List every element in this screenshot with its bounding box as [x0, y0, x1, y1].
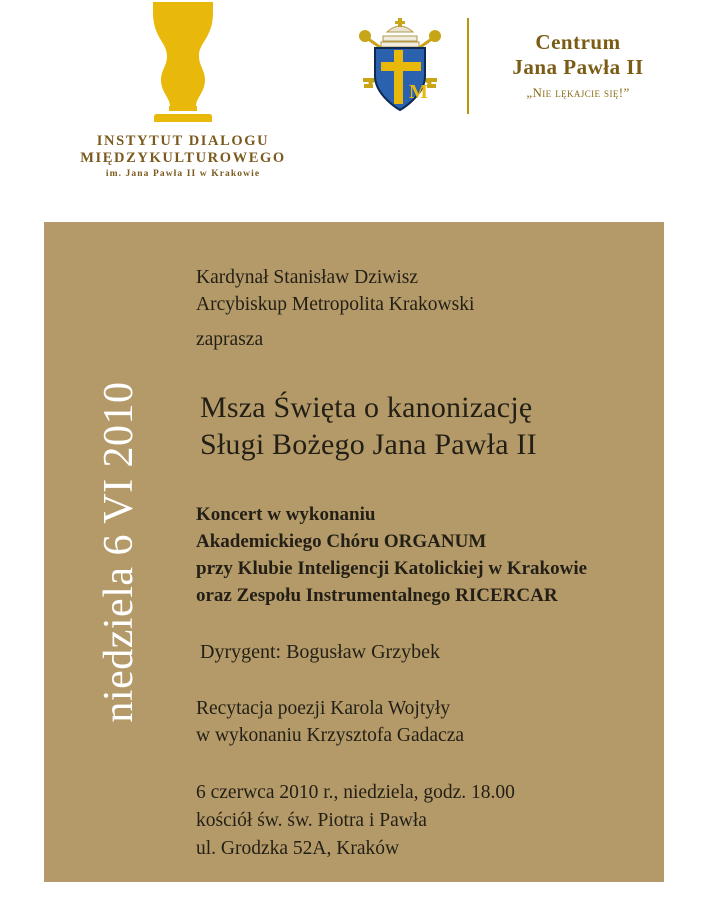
recital-block [196, 695, 646, 749]
event-title [196, 389, 646, 463]
event-title-line-1: Msza Święta o kanonizację [200, 391, 533, 424]
details-line-3: ul. Grodzka 52A, Kraków [196, 838, 400, 859]
invitation-line-2: Arcybiskup Metropolita Krakowski [196, 294, 475, 315]
recital-line-1: Recytacja poezji Karola Wojtyły [196, 698, 451, 719]
idm-logo [78, 0, 288, 181]
concert-line-4: oraz Zespołu Instrumentalnego RICERCAR [196, 585, 558, 606]
svg-text:M: M [409, 81, 428, 103]
concert-line-2: Akademickiego Chóru ORGANUM [196, 531, 487, 552]
event-details [196, 779, 646, 863]
event-title-line-2: Sługi Bożego Jana Pawła II [200, 428, 537, 461]
vertical-date [44, 222, 194, 882]
details-line-1: 6 czerwca 2010 r., niedziela, godz. 18.00 [196, 782, 515, 803]
cjp-line-1: Centrum [535, 30, 621, 54]
poster-content [196, 264, 646, 863]
centrum-jana-pawla-logo [345, 10, 675, 125]
idm-line-3: im. Jana Pawła II w Krakowie [105, 169, 261, 179]
logo-divider [467, 18, 469, 114]
poster-header [0, 0, 710, 200]
cjp-line-2: Jana Pawła II [512, 55, 644, 79]
cjp-motto: „Nie lękajcie się!” [526, 85, 630, 100]
recital-line-2: w wykonaniu Krzysztofa Gadacza [196, 725, 465, 746]
chalice-icon [123, 0, 243, 125]
idm-line-2: MIĘDZYKULTUROWEGO [80, 150, 286, 166]
concert-line-3: przy Klubie Inteligencji Katolickiej w Krakowie [196, 558, 588, 579]
conductor-line: Dyrygent: Bogusław Grzybek [200, 641, 440, 663]
invitation-line-1: Kardynał Stanisław Dziwisz [196, 267, 419, 288]
invitation-block [196, 264, 646, 353]
poster-panel [44, 222, 664, 882]
papal-coat-of-arms-icon [345, 10, 455, 120]
invitation-line-3: zaprasza [196, 329, 264, 350]
idm-line-1: INSTYTUT DIALOGU [96, 133, 270, 149]
concert-line-1: Koncert w wykonaniu [196, 504, 376, 525]
vertical-date-text: niedziela 6 VI 2010 [96, 381, 142, 723]
concert-block [196, 501, 646, 609]
details-line-2: kościół św. św. Piotra i Pawła [196, 810, 427, 831]
